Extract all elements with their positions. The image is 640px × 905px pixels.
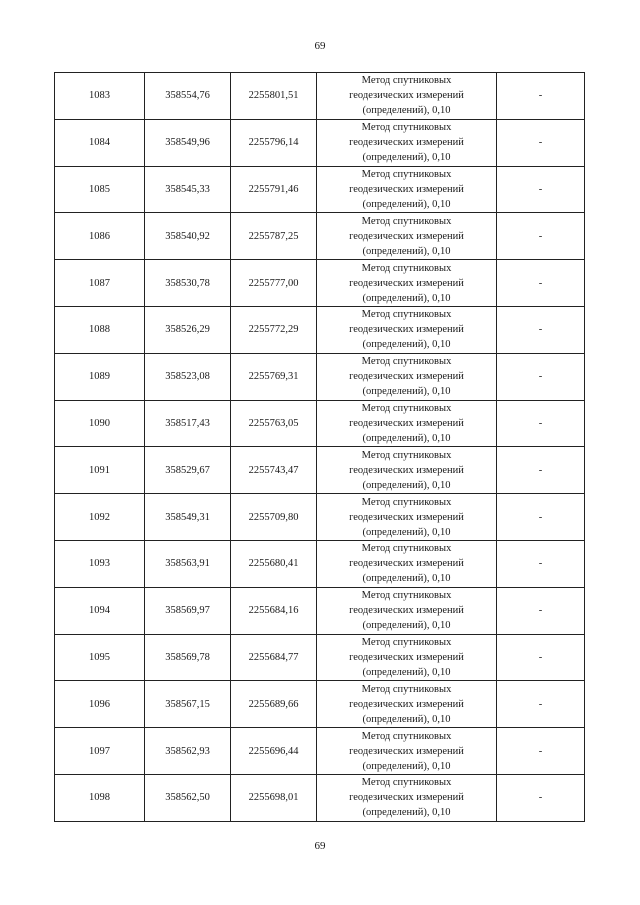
extra-cell: - [497,260,585,307]
method-line: геодезических измерений [349,183,464,195]
method-line: (определений), 0,10 [362,105,451,117]
method-cell [317,166,497,213]
y-coordinate-cell: 2255689,66 [231,681,317,728]
table-row [55,400,585,447]
method-line: (определений), 0,10 [362,526,451,538]
method-line: (определений), 0,10 [362,620,451,632]
method-line: (определений), 0,10 [362,292,451,304]
method-line: геодезических измерений [349,698,464,710]
method-line: геодезических измерений [349,417,464,429]
point-id-cell: 1096 [55,681,145,728]
point-id-cell: 1084 [55,119,145,166]
y-coordinate-cell: 2255743,47 [231,447,317,494]
y-coordinate-cell: 2255769,31 [231,353,317,400]
y-coordinate-cell: 2255680,41 [231,540,317,587]
method-line: (определений), 0,10 [362,479,451,491]
table-row [55,353,585,400]
method-line: геодезических измерений [349,137,464,149]
method-line: Метод спутниковых [361,262,452,274]
extra-cell: - [497,353,585,400]
method-line: Метод спутниковых [361,309,452,321]
point-id-cell: 1083 [55,73,145,120]
x-coordinate-cell: 358569,78 [145,634,231,681]
point-id-cell: 1087 [55,260,145,307]
method-line: (определений), 0,10 [362,573,451,585]
method-line: геодезических измерений [349,558,464,570]
method-cell [317,213,497,260]
y-coordinate-cell: 2255763,05 [231,400,317,447]
table-row [55,213,585,260]
x-coordinate-cell: 358554,76 [145,73,231,120]
method-line: (определений), 0,10 [362,807,451,819]
table-row [55,166,585,213]
x-coordinate-cell: 358540,92 [145,213,231,260]
table-row [55,73,585,120]
y-coordinate-cell: 2255796,14 [231,119,317,166]
x-coordinate-cell: 358517,43 [145,400,231,447]
point-id-cell: 1085 [55,166,145,213]
coordinates-table-body [55,73,585,822]
table-row [55,260,585,307]
method-cell [317,447,497,494]
method-line: геодезических измерений [349,792,464,804]
point-id-cell: 1086 [55,213,145,260]
y-coordinate-cell: 2255684,16 [231,587,317,634]
point-id-cell: 1091 [55,447,145,494]
x-coordinate-cell: 358562,93 [145,728,231,775]
page-number-bottom: 69 [314,840,326,852]
method-line: Метод спутниковых [361,636,452,648]
method-cell [317,119,497,166]
y-coordinate-cell: 2255791,46 [231,166,317,213]
y-coordinate-cell: 2255709,80 [231,494,317,541]
extra-cell: - [497,728,585,775]
y-coordinate-cell: 2255684,77 [231,634,317,681]
x-coordinate-cell: 358549,96 [145,119,231,166]
extra-cell: - [497,634,585,681]
extra-cell: - [497,681,585,728]
method-line: (определений), 0,10 [362,386,451,398]
x-coordinate-cell: 358530,78 [145,260,231,307]
table-row [55,306,585,353]
extra-cell: - [497,213,585,260]
extra-cell: - [497,306,585,353]
method-cell [317,587,497,634]
point-id-cell: 1097 [55,728,145,775]
x-coordinate-cell: 358526,29 [145,306,231,353]
extra-cell: - [497,540,585,587]
method-line: геодезических измерений [349,511,464,523]
method-line: (определений), 0,10 [362,152,451,164]
point-id-cell: 1092 [55,494,145,541]
x-coordinate-cell: 358563,91 [145,540,231,587]
method-line: Метод спутниковых [361,75,452,87]
table-row [55,587,585,634]
point-id-cell: 1089 [55,353,145,400]
extra-cell: - [497,119,585,166]
y-coordinate-cell: 2255777,00 [231,260,317,307]
extra-cell: - [497,73,585,120]
extra-cell: - [497,166,585,213]
method-cell [317,400,497,447]
extra-cell: - [497,447,585,494]
table-row [55,774,585,821]
x-coordinate-cell: 358545,33 [145,166,231,213]
method-line: геодезических измерений [349,464,464,476]
x-coordinate-cell: 358549,31 [145,494,231,541]
extra-cell: - [497,587,585,634]
table-row [55,681,585,728]
method-line: (определений), 0,10 [362,432,451,444]
method-line: геодезических измерений [349,90,464,102]
method-line: Метод спутниковых [361,683,452,695]
point-id-cell: 1098 [55,774,145,821]
x-coordinate-cell: 358562,50 [145,774,231,821]
method-line: (определений), 0,10 [362,666,451,678]
method-line: Метод спутниковых [361,402,452,414]
method-line: Метод спутниковых [361,168,452,180]
method-line: геодезических измерений [349,371,464,383]
point-id-cell: 1090 [55,400,145,447]
method-line: Метод спутниковых [361,356,452,368]
method-line: геодезических измерений [349,277,464,289]
method-line: геодезических измерений [349,651,464,663]
y-coordinate-cell: 2255787,25 [231,213,317,260]
extra-cell: - [497,400,585,447]
method-cell [317,681,497,728]
method-line: (определений), 0,10 [362,713,451,725]
method-line: (определений), 0,10 [362,198,451,210]
method-cell [317,728,497,775]
method-line: (определений), 0,10 [362,245,451,257]
table-row [55,119,585,166]
coordinates-table [54,72,585,822]
method-cell [317,774,497,821]
method-line: геодезических измерений [349,324,464,336]
method-line: геодезических измерений [349,605,464,617]
method-line: Метод спутниковых [361,730,452,742]
method-cell [317,260,497,307]
point-id-cell: 1094 [55,587,145,634]
method-line: Метод спутниковых [361,215,452,227]
method-line: Метод спутниковых [361,496,452,508]
table-row [55,494,585,541]
method-line: геодезических измерений [349,230,464,242]
method-cell [317,306,497,353]
table-row [55,634,585,681]
x-coordinate-cell: 358529,67 [145,447,231,494]
table-row [55,447,585,494]
y-coordinate-cell: 2255772,29 [231,306,317,353]
method-cell [317,634,497,681]
point-id-cell: 1088 [55,306,145,353]
table-row [55,540,585,587]
y-coordinate-cell: 2255696,44 [231,728,317,775]
method-line: Метод спутниковых [361,543,452,555]
method-cell [317,540,497,587]
method-line: Метод спутниковых [361,777,452,789]
point-id-cell: 1095 [55,634,145,681]
method-cell [317,353,497,400]
table-row [55,728,585,775]
x-coordinate-cell: 358569,97 [145,587,231,634]
method-cell [317,494,497,541]
y-coordinate-cell: 2255801,51 [231,73,317,120]
method-line: Метод спутниковых [361,449,452,461]
method-line: (определений), 0,10 [362,339,451,351]
x-coordinate-cell: 358567,15 [145,681,231,728]
method-line: Метод спутниковых [361,590,452,602]
method-line: Метод спутниковых [361,122,452,134]
method-line: (определений), 0,10 [362,760,451,772]
x-coordinate-cell: 358523,08 [145,353,231,400]
method-line: геодезических измерений [349,745,464,757]
point-id-cell: 1093 [55,540,145,587]
extra-cell: - [497,494,585,541]
y-coordinate-cell: 2255698,01 [231,774,317,821]
extra-cell: - [497,774,585,821]
page-number-top: 69 [314,40,326,52]
method-cell [317,73,497,120]
